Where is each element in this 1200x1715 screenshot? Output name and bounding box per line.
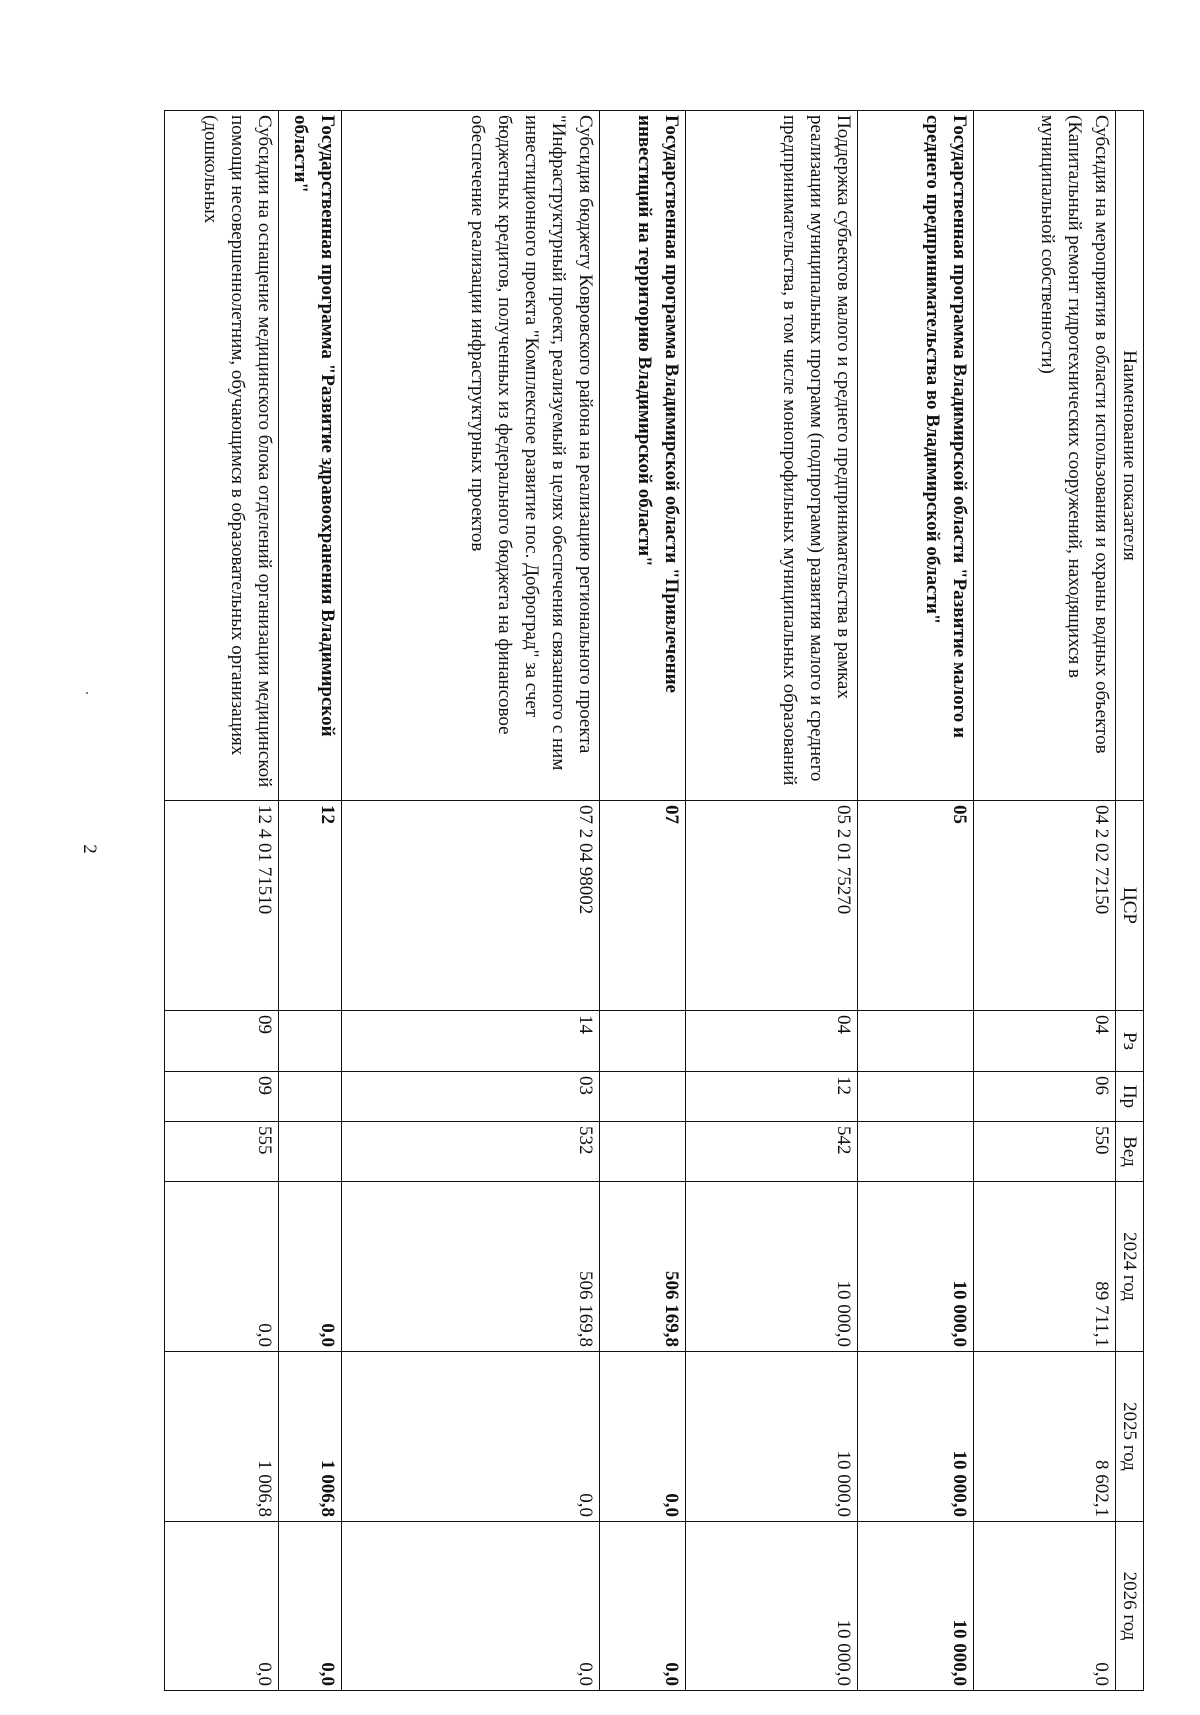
cell-2024: 89 711,1 (973, 1182, 1115, 1352)
table-row-program (599, 111, 685, 1691)
cell-2026: 10 000,0 (857, 1522, 973, 1691)
cell-2025: 10 000,0 (686, 1352, 858, 1522)
cell-2024: 10 000,0 (857, 1182, 973, 1352)
cell-2024: 506 169,8 (599, 1182, 685, 1352)
cell-pr: 06 (973, 1072, 1115, 1122)
table-row (973, 111, 1115, 1691)
cell-name: Поддержка субъектов малого и среднего предпринимательства в рамках реализации муниципальных программ (подпрограмм) развития малого и среднего предпринимательства, в том числе монопрофильных муниципальных образований (686, 111, 858, 801)
cell-pr (857, 1072, 973, 1122)
table-row (686, 111, 858, 1691)
table-row-program (278, 111, 341, 1691)
table-row (341, 111, 599, 1691)
cell-csr: 07 2 04 98002 (341, 801, 599, 1011)
cell-rz: 09 (165, 1011, 279, 1072)
header-ved: Вед (1116, 1122, 1144, 1182)
cell-csr: 04 2 02 72150 (973, 801, 1115, 1011)
cell-rz (599, 1011, 685, 1072)
cell-ved: 555 (165, 1122, 279, 1182)
header-2024: 2024 год (1116, 1182, 1144, 1352)
header-2026: 2026 год (1116, 1522, 1144, 1691)
budget-table (164, 110, 1144, 1691)
table-header-row (1116, 111, 1144, 1691)
cell-2026: 0,0 (973, 1522, 1115, 1691)
cell-2025: 1 006,8 (278, 1352, 341, 1522)
header-csr: ЦСР (1116, 801, 1144, 1011)
cell-name: Субсидия бюджету Ковровского района на реализацию регионального проекта "Инфраструктурный проект, реализуемый в целях обеспечения связанного с ним инвестиционного проекта "Комплексное развитие пос. Доброград" за счет бюджетных кредитов, полученных из федерального бюджета на финансовое обеспечение реализации инфраструктурных проектов (341, 111, 599, 801)
cell-2025: 1 006,8 (165, 1352, 279, 1522)
table-row (165, 111, 279, 1691)
cell-ved (278, 1122, 341, 1182)
cell-csr: 05 2 01 75270 (686, 801, 858, 1011)
header-name: Наименование показателя (1116, 111, 1144, 801)
cell-name: Государственная программа Владимирской области "Развитие малого и среднего предпринимательства во Владимирской области" (857, 111, 973, 801)
cell-ved: 542 (686, 1122, 858, 1182)
cell-rz: 14 (341, 1011, 599, 1072)
rotated-table-container (164, 110, 1144, 1690)
cell-2024: 0,0 (278, 1182, 341, 1352)
cell-ved: 550 (973, 1122, 1115, 1182)
cell-2024: 10 000,0 (686, 1182, 858, 1352)
header-2025: 2025 год (1116, 1352, 1144, 1522)
cell-ved (599, 1122, 685, 1182)
cell-name: Субсидии на оснащение медицинского блока отделений организации медицинской помощи несовершеннолетним, обучающимся в образовательных организациях (дошкольных (165, 111, 279, 801)
cell-name: Субсидия на мероприятия в области использования и охраны водных объектов (Капитальный ремонт гидротехнических сооружений, находящихся в муниципальной собственности) (973, 111, 1115, 801)
cell-csr: 12 (278, 801, 341, 1011)
cell-2024: 506 169,8 (341, 1182, 599, 1352)
cell-csr: 12 4 01 71510 (165, 801, 279, 1011)
cell-pr: 09 (165, 1072, 279, 1122)
header-pr: Пр (1116, 1072, 1144, 1122)
cell-pr: 03 (341, 1072, 599, 1122)
cell-2026: 0,0 (165, 1522, 279, 1691)
cell-name: Государственная программа "Развитие здравоохранения Владимирской области" (278, 111, 341, 801)
cell-2024: 0,0 (165, 1182, 279, 1352)
cell-csr: 05 (857, 801, 973, 1011)
cell-ved (857, 1122, 973, 1182)
cell-rz (278, 1011, 341, 1072)
cell-csr: 07 (599, 801, 685, 1011)
cell-2025: 10 000,0 (857, 1352, 973, 1522)
cell-2026: 0,0 (599, 1522, 685, 1691)
cell-rz: 04 (686, 1011, 858, 1072)
cell-name: Государственная программа Владимирской области "Привлечение инвестиций на территорию Владимирской области" (599, 111, 685, 801)
page-number: 2 (78, 844, 100, 854)
cell-2026: 0,0 (341, 1522, 599, 1691)
cell-2025: 8 602,1 (973, 1352, 1115, 1522)
cell-2025: 0,0 (341, 1352, 599, 1522)
cell-pr (278, 1072, 341, 1122)
cell-ved: 532 (341, 1122, 599, 1182)
cell-rz: 04 (973, 1011, 1115, 1072)
header-rz: Рз (1116, 1011, 1144, 1072)
cell-2026: 10 000,0 (686, 1522, 858, 1691)
scan-speck (86, 692, 88, 694)
table-row-program (857, 111, 973, 1691)
cell-pr: 12 (686, 1072, 858, 1122)
cell-rz (857, 1011, 973, 1072)
cell-2026: 0,0 (278, 1522, 341, 1691)
cell-pr (599, 1072, 685, 1122)
cell-2025: 0,0 (599, 1352, 685, 1522)
